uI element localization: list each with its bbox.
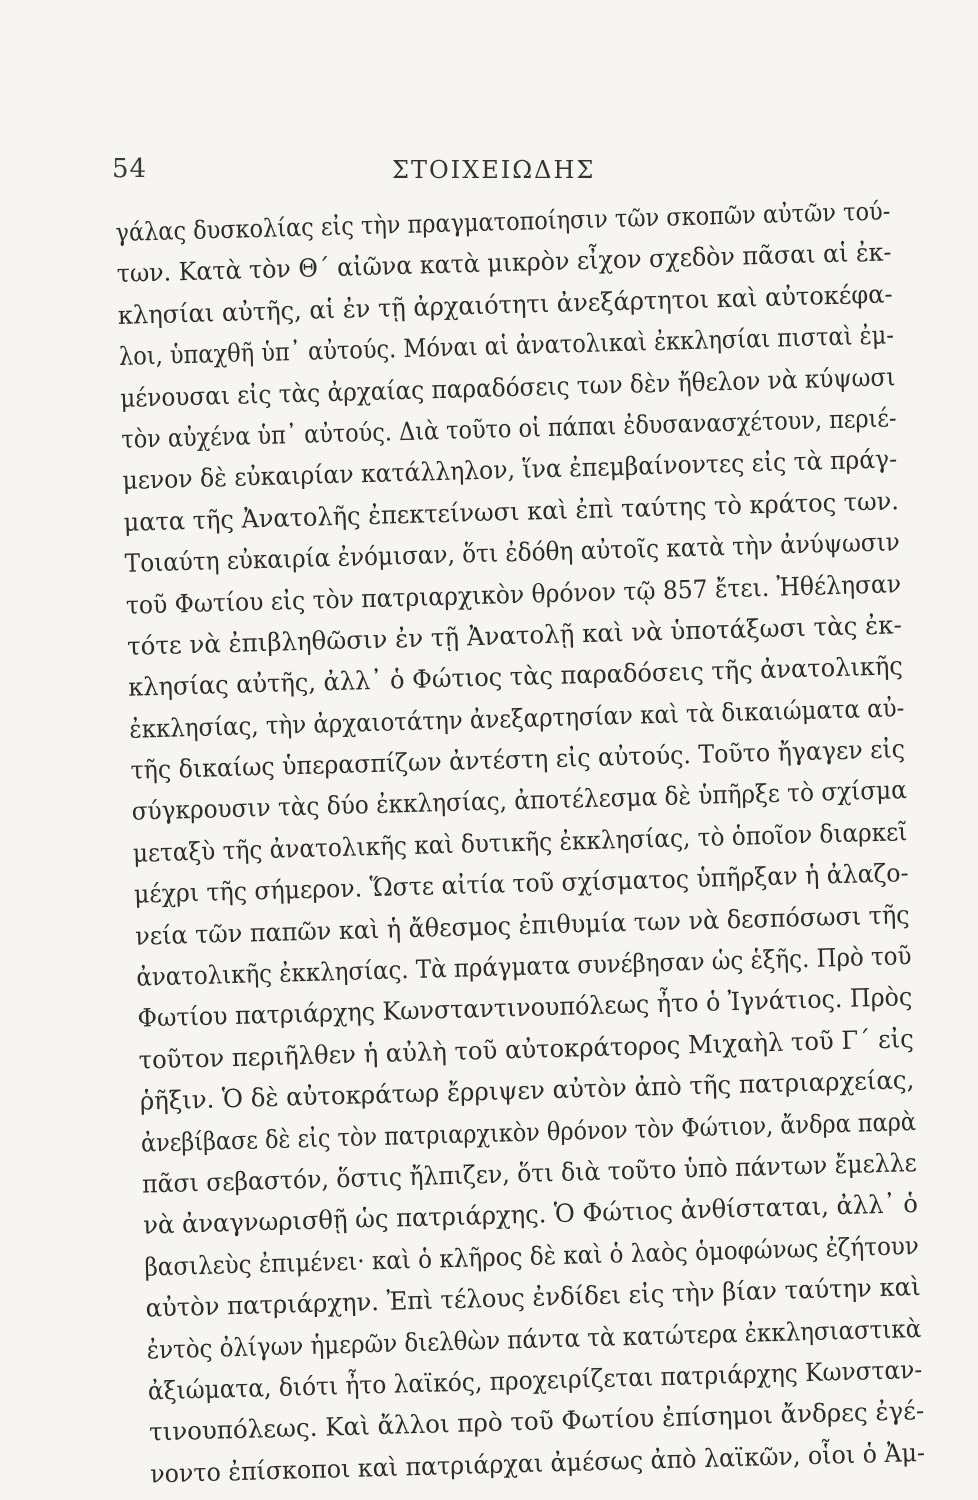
text-line: ἀνεβίβασε δὲ εἰς τὸν πατριαρχικὸν θρόνον τὸν Φώτιον, ἄνδρα παρὰ [140, 1106, 917, 1158]
text-line: τῆς δικαίως ὑπερασπίζων ἀντέστη εἰς αὐτούς. Τοῦτο ἤγαγεν εἰς [130, 734, 906, 785]
text-line: πᾶσι σεβαστόν, ὅστις ἤλπιζεν, ὅτι διὰ τοῦτο ὑπὸ πάντων ἔμελλε [141, 1147, 918, 1199]
text-line: τινουπόλεως. Καὶ ἄλλοι πρὸ τοῦ Φωτίου ἐπίσημοι ἄνδρες ἐγέ- [148, 1396, 925, 1447]
running-title: ΣΤΟΙΧΕΙΩΔΗΣ [392, 156, 596, 184]
text-line: μενον δὲ εὐκαιρίαν κατάλληλον, ἵνα ἐπεμβαίνοντες εἰς τὰ πράγ- [122, 444, 898, 496]
body-text [115, 190, 926, 1494]
page-header [112, 148, 882, 188]
text-line: ἐκκλησίας, τὴν ἀρχαιοτάτην ἀνεξαρτησίαν καὶ τὰ δικαιώματα αὐ- [129, 692, 905, 744]
text-line: γάλας δυσκολίας εἰς τὴν πραγματοποίησιν τῶν σκοπῶν αὐτῶν τού- [115, 196, 891, 247]
text-line: τότε νὰ ἐπιβληθῶσιν ἐν τῇ Ἀνατολῇ καὶ νὰ ὑποτάξωσι τὰς ἐκ- [126, 610, 903, 661]
text-line: ἀξιώματα, διότι ἦτο λαϊκός, προχειρίζεται πατριάρχης Κωνσταν- [147, 1354, 923, 1406]
text-line: νοντο ἐπίσκοποι καὶ πατριάρχαι ἀμέσως ἀπὸ λαϊκῶν, οἷοι ὁ Ἀμ- [149, 1437, 926, 1489]
text-line: νεία τῶν παπῶν καὶ ἡ ἄθεσμος ἐπιθυμία των νὰ δεσπόσωσι τῆς [134, 899, 910, 951]
text-line: ἐντὸς ὀλίγων ἡμερῶν διελθὼν πάντα τὰ κατώτερα ἐκκλησιαστικὰ [146, 1313, 922, 1365]
text-line: αὐτὸν πατριάρχην. Ἐπὶ τέλους ἐνδίδει εἰς τὴν βίαν ταύτην καὶ [145, 1272, 921, 1323]
text-line: μεταξὺ τῆς ἀνατολικῆς καὶ δυτικῆς ἐκκλησίας, τὸ ὁποῖον διαρκεῖ [132, 816, 908, 868]
text-line: μένουσαι εἰς τὰς ἀρχαίας παραδόσεις των δὲν ἤθελον νὰ κύψωσι [119, 361, 896, 413]
text-line: τὸν αὐχένα ὑπ᾽ αὐτούς. Διὰ τοῦτο οἱ πάπαι ἐδυσανασχέτουν, περιέ- [120, 403, 897, 454]
text-line: τοῦ Φωτίου εἰς τὸν πατριαρχικὸν θρόνον τῷ 857 ἔτει. Ἠθέλησαν [125, 568, 902, 620]
text-line: μέχρι τῆς σήμερον. Ὥστε αἰτία τοῦ σχίσματος ὑπῆρξαν ἡ ἀλαζο- [133, 858, 909, 909]
text-line: τοῦτον περιῆλθεν ἡ αὐλὴ τοῦ αὐτοκράτορος Μιχαὴλ τοῦ Γ΄ εἰς [138, 1023, 915, 1075]
page-number: 54 [112, 154, 148, 184]
text-line: Φωτίου πατριάρχης Κωνσταντινουπόλεως ἦτο ὁ Ἰγνάτιος. Πρὸς [137, 982, 913, 1034]
text-line: βασιλεὺς ἐπιμένει· καὶ ὁ κλῆρος δὲ καὶ ὁ λαὸς ὁμοφώνως ἐζήτουν [144, 1230, 920, 1282]
text-line: νὰ ἀναγνωρισθῇ ὡς πατριάρχης. Ὁ Φώτιος ἀνθίσταται, ἀλλ᾽ ὁ [142, 1189, 919, 1240]
text-line: σύγκρουσιν τὰς δύο ἐκκλησίας, ἀποτέλεσμα δὲ ὑπῆρξε τὸ σχίσμα [131, 775, 908, 827]
text-line: ῥῆξιν. Ὁ δὲ αὐτοκράτωρ ἔρριψεν αὐτὸν ἀπὸ τῆς πατριαρχείας, [139, 1065, 915, 1116]
text-line: ματα τῆς Ἀνατολῆς ἐπεκτείνωσι καὶ ἐπὶ ταύτης τὸ κράτος των. [123, 485, 900, 537]
text-line: των. Κατὰ τὸν Θ΄ αἰῶνα κατὰ μικρὸν εἶχον σχεδὸν πᾶσαι αἱ ἐκ- [116, 237, 892, 289]
text-line: ἀνατολικῆς ἐκκλησίας. Τὰ πράγματα συνέβησαν ὡς ἑξῆς. Πρὸ τοῦ [135, 941, 912, 992]
text-line: κλησίαι αὐτῆς, αἱ ἐν τῇ ἀρχαιότητι ἀνεξάρτητοι καὶ αὐτοκέφα- [117, 279, 893, 330]
text-line: λοι, ὑπαχθῆ ὑπ᾽ αὐτούς. Μόναι αἱ ἀνατολικαὶ ἐκκλησίαι πισταὶ ἐμ- [118, 320, 895, 372]
text-line: Τοιαύτη εὐκαιρία ἐνόμισαν, ὅτι ἐδόθη αὐτοῖς κατὰ τὴν ἀνύψωσιν [124, 527, 901, 578]
text-line: κλησίας αὐτῆς, ἀλλ᾽ ὁ Φώτιος τὰς παραδόσεις τῆς ἀνατολικῆς [127, 651, 904, 703]
